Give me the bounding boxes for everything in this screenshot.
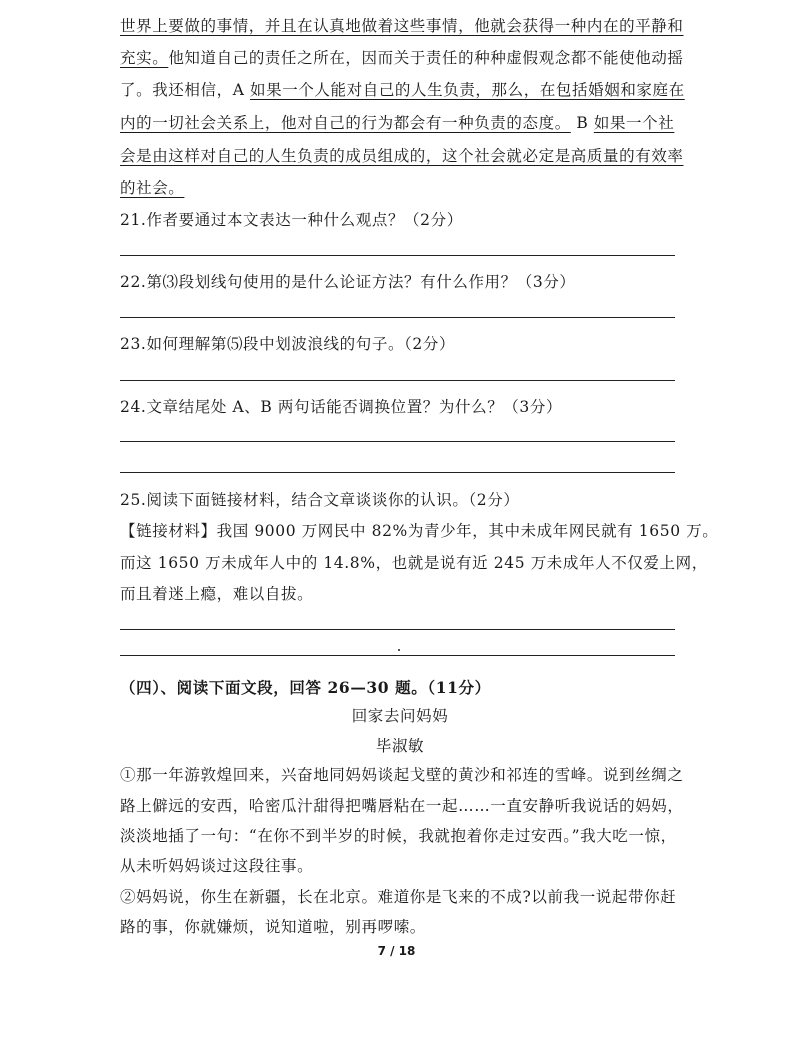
paragraph-1-line-1: ①那一年游敦煌回来，兴奋地同妈妈谈起戈壁的黄沙和祁连的雪峰。说到丝绸之 — [120, 766, 684, 784]
passage-underlined-text: 世界上要做的事情，并且在认真地做着这些事情，他就会获得一种内在的平静和 — [120, 17, 684, 35]
answer-line-25b[interactable] — [120, 655, 675, 656]
paragraph-1-line-3: 淡淡地插了一句：“在你不到半岁的时候，我就抱着你走过安西。”我大吃一惊， — [120, 827, 677, 845]
stray-dot — [398, 649, 400, 651]
story-author: 毕淑敏 — [375, 737, 425, 755]
passage-line-6 — [120, 178, 680, 198]
paragraph-1-line-2: 路上僻远的安西，哈密瓜汁甜得把嘴唇粘在一起……一直安静听我说话的妈妈， — [120, 797, 684, 815]
story-title: 回家去问妈妈 — [351, 707, 449, 725]
section-4-heading: （四）、阅读下面文段，回答 26—30 题。（11分） — [120, 678, 491, 697]
page-number: 7 / 18 — [377, 944, 416, 958]
passage-line-5 — [120, 146, 684, 166]
material-line-3: 而且着迷上瘾，难以自拔。 — [120, 585, 314, 603]
passage-text: B — [570, 114, 594, 132]
paragraph-2-line-1: ②妈妈说，你生在新疆，长在北京。难道你是飞来的不成?以前我一说起带你赶 — [120, 888, 677, 906]
answer-line-24a[interactable] — [120, 441, 675, 442]
sentence-b-underlined: 的社会。 — [120, 179, 185, 197]
answer-line-23[interactable] — [120, 380, 675, 381]
sentence-a-underlined: 如果一个人能对自己的人生负责，那么，在包括婚姻和家庭在 — [250, 81, 685, 99]
passage-line-3 — [120, 80, 685, 100]
material-line-1: 【链接材料】我国 9000 万网民中 82%为青少年，其中未成年网民就有 1650 万。 — [120, 522, 719, 540]
passage-text: 了。我还相信，A — [120, 81, 251, 99]
answer-line-21[interactable] — [120, 255, 675, 256]
paragraph-1-line-4: 从未听妈妈谈过这段往事。 — [120, 857, 314, 875]
answer-line-22[interactable] — [120, 317, 675, 318]
question-24: 24.文章结尾处 A、B 两句话能否调换位置？为什么？（3分） — [120, 398, 563, 416]
answer-line-24b[interactable] — [120, 472, 675, 473]
sentence-b-underlined: 如果一个社 — [593, 114, 675, 132]
sentence-b-underlined: 会是由这样对自己的人生负责的成员组成的，这个社会就必定是高质量的有效率 — [120, 147, 684, 165]
question-25: 25.阅读下面链接材料，结合文章谈谈你的认识。（2分） — [120, 491, 520, 509]
passage-line-4 — [120, 113, 680, 133]
material-line-2: 而这 1650 万未成年人中的 14.8%，也就是说有近 245 万未成年人不仅爱上网， — [120, 554, 708, 572]
passage-underlined-text: 充实。 — [120, 49, 169, 67]
passage-text: 他知道自己的责任之所在，因而关于责任的种种虚假观念都不能使他动摇 — [168, 49, 684, 67]
question-22: 22.第⑶段划线句使用的是什么论证方法？有什么作用？（3分） — [120, 273, 576, 291]
answer-line-25a[interactable] — [120, 629, 675, 630]
paragraph-2-line-2: 路的事，你就嫌烦，说知道啦，别再啰嗦。 — [120, 918, 426, 936]
passage-line-2 — [120, 48, 684, 68]
question-23: 23.如何理解第⑸段中划波浪线的句子。（2分） — [120, 335, 456, 353]
passage-line-1 — [120, 16, 684, 36]
question-21: 21.作者要通过本文表达一种什么观点？（2分） — [120, 211, 463, 229]
sentence-a-underlined: 内的一切社会关系上，他对自己的行为都会有一种负责的态度。 — [120, 114, 571, 132]
